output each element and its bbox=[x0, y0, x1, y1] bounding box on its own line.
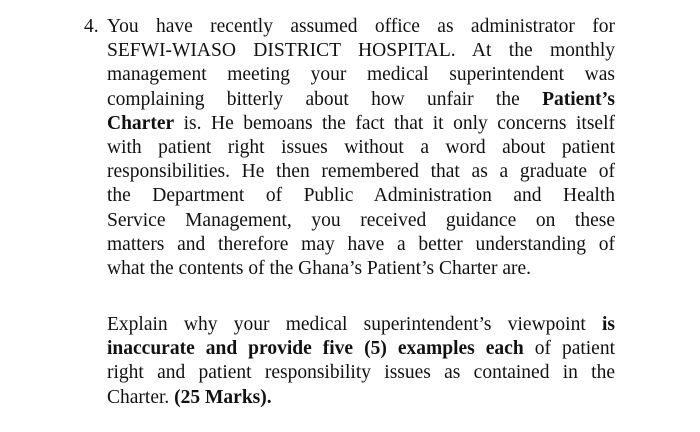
bold-term: Patient’s bbox=[542, 88, 615, 110]
text-line bbox=[107, 112, 615, 136]
text-line: responsibilities. He then remembered that as a graduate of bbox=[107, 161, 615, 183]
marks-allocation: (25 Marks). bbox=[174, 386, 272, 408]
text-line: matters and therefore may have a better understanding of bbox=[107, 233, 615, 255]
text-segment: Explain why your medical superintendent’s viewpoint bbox=[107, 314, 586, 335]
text-line: Service Management, you received guidance on these bbox=[107, 209, 615, 231]
text-line: management meeting your medical superintendent was bbox=[107, 64, 615, 86]
question-number: 4. bbox=[84, 16, 99, 37]
text-line: what the contents of the Ghana’s Patient’s Charter are. bbox=[107, 257, 531, 279]
text-line bbox=[107, 88, 615, 112]
question-task-paragraph bbox=[107, 313, 615, 410]
text-line: SEFWI-WIASO DISTRICT HOSPITAL. At the monthly bbox=[107, 40, 615, 62]
text-line: You have recently assumed office as administrator for bbox=[107, 16, 615, 37]
text-segment: Charter. bbox=[107, 386, 170, 408]
text-line bbox=[107, 313, 615, 337]
text-segment: complaining bitterly about how unfair the bbox=[107, 88, 520, 110]
bold-term: is bbox=[601, 314, 615, 335]
bold-term: inaccurate and provide five (5) examples each bbox=[107, 338, 524, 360]
text-line: right and patient responsibility issues as contained in the bbox=[107, 362, 615, 384]
text-line: with patient right issues without a word about patient bbox=[107, 136, 615, 158]
text-segment: of patient bbox=[534, 338, 616, 360]
text-line: the Department of Public Administration and Health bbox=[107, 185, 615, 207]
text-segment: is. He bemoans the fact that it only concerns itself bbox=[183, 112, 615, 134]
question-context-paragraph bbox=[107, 15, 615, 281]
bold-term: Charter bbox=[107, 112, 175, 134]
text-line bbox=[107, 386, 615, 410]
text-line bbox=[107, 337, 615, 361]
